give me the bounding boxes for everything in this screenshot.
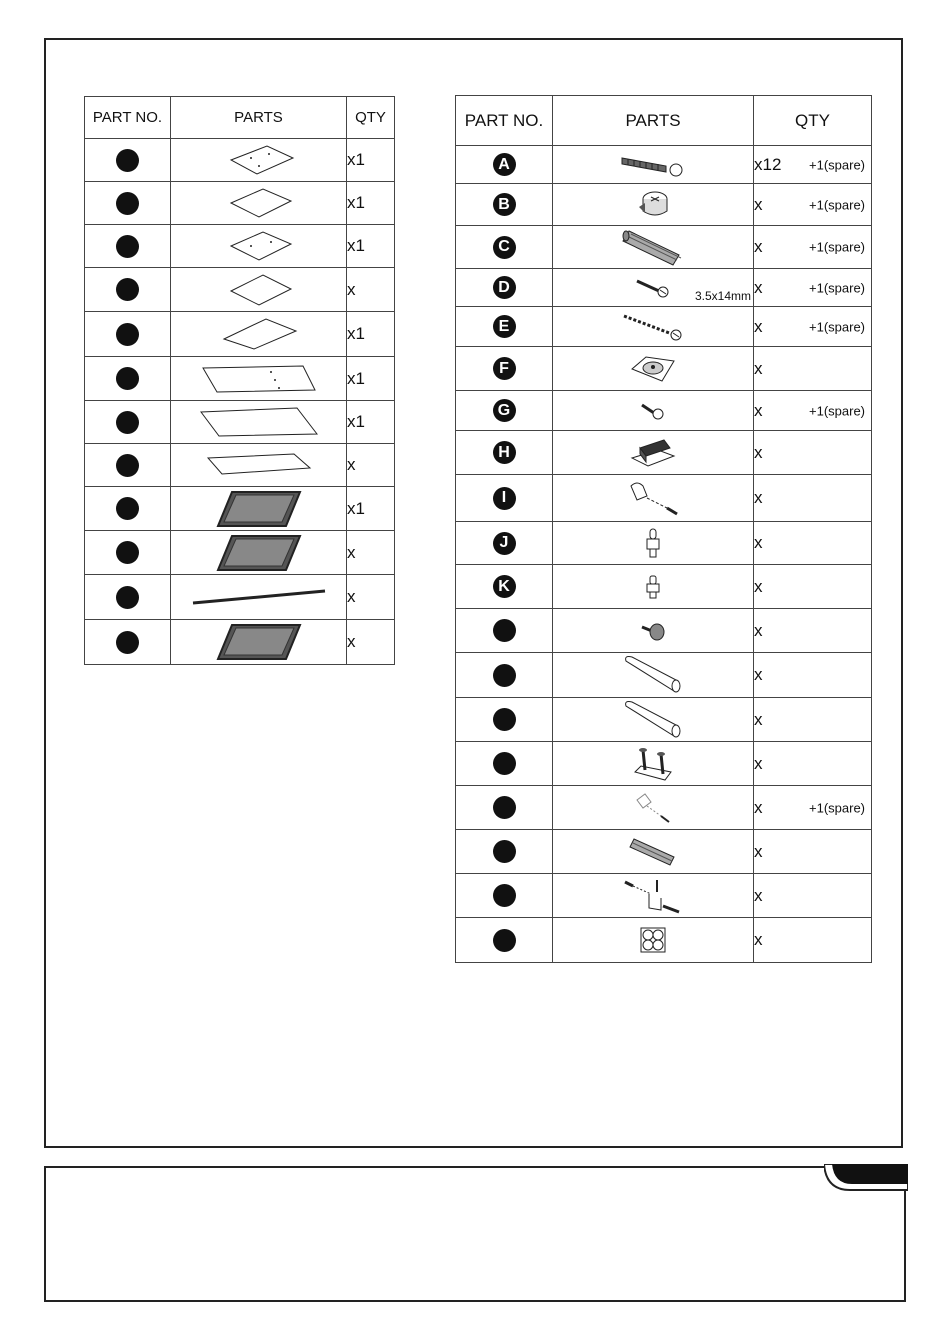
qty-cell: x1: [347, 312, 395, 357]
part-letter-badge: H: [493, 441, 516, 464]
tapered-leg-icon: [620, 655, 686, 695]
table-row: [456, 522, 872, 565]
screw-size-label: 3.5x14mm: [694, 289, 751, 303]
part-number-dot: [493, 664, 516, 687]
board-thin-icon: [204, 452, 314, 478]
table-row: [456, 653, 872, 698]
table-row: [85, 357, 395, 401]
qty-value: x: [754, 442, 763, 462]
panel-drilled-icon: [219, 230, 299, 262]
qty-cell: x1: [347, 401, 395, 444]
shelf-support-icon: [643, 574, 663, 600]
mesh-frame-icon: [214, 621, 304, 663]
shelf-pin-icon: [643, 527, 663, 559]
part-letter-badge: F: [493, 357, 516, 380]
footer-frame: [44, 1166, 906, 1302]
qty-value: x: [754, 797, 763, 817]
part-letter-badge: G: [493, 399, 516, 422]
panel-plain-icon: [219, 187, 299, 219]
part-number-dot: [493, 752, 516, 775]
qty-value: x: [754, 533, 763, 552]
qty-value: x12: [754, 154, 782, 174]
qty-value: x: [754, 885, 763, 905]
bumper-screw-icon: [638, 619, 668, 643]
part-letter-badge: C: [493, 236, 516, 259]
part-number-dot: [493, 619, 516, 642]
qty-value: x: [754, 194, 763, 214]
part-letter-badge: K: [493, 575, 516, 598]
part-number-dot: [493, 840, 516, 863]
qty-value: x: [754, 620, 763, 640]
wood-dowel-icon: [621, 227, 685, 267]
table-row: [456, 307, 872, 347]
panel-plain-icon: [219, 273, 299, 307]
panel-drilled-icon: [219, 144, 299, 176]
table-row: [85, 531, 395, 575]
part-number-dot: [493, 884, 516, 907]
part-number-dot: [116, 497, 139, 520]
table-row: [85, 268, 395, 312]
qty-cell: x: [347, 444, 395, 487]
qty-value: x: [754, 709, 763, 729]
table-row: [456, 565, 872, 609]
part-number-dot: [116, 411, 139, 434]
part-number-dot: [116, 541, 139, 564]
qty-cell: x1: [347, 225, 395, 268]
header-part-no: PART NO.: [456, 96, 553, 146]
part-number-dot: [493, 929, 516, 952]
table-row: [456, 918, 872, 963]
table-row: [85, 444, 395, 487]
spare-note: +1(spare): [809, 157, 865, 172]
table-row: [456, 146, 872, 184]
table-row: [85, 620, 395, 665]
wood-dowel-icon: [628, 835, 678, 869]
cam-bolt-icon: [618, 152, 688, 178]
qty-value: x: [754, 277, 763, 297]
table-row: [456, 786, 872, 830]
table-row: [456, 609, 872, 653]
leg-plate-icon: [631, 744, 675, 784]
table-row: [456, 431, 872, 475]
table-row: [85, 182, 395, 225]
qty-value: x: [754, 753, 763, 773]
part-number-dot: [116, 278, 139, 301]
qty-value: x: [754, 358, 763, 378]
header-parts: PARTS: [171, 97, 347, 139]
page-tab: [824, 1164, 908, 1192]
qty-value: x: [754, 316, 763, 336]
part-letter-badge: J: [493, 532, 516, 555]
part-letter-badge: B: [493, 193, 516, 216]
rod-icon: [189, 587, 329, 607]
qty-value: x: [754, 237, 763, 256]
panels-parts-table: [84, 96, 395, 665]
part-letter-badge: D: [493, 276, 516, 299]
table-row: [456, 347, 872, 391]
table-row: [85, 312, 395, 357]
part-number-dot: [116, 235, 139, 258]
header-parts: PARTS: [553, 96, 754, 146]
table-row: [456, 184, 872, 226]
table-row: [85, 401, 395, 444]
qty-cell: x1: [347, 139, 395, 182]
header-qty: QTY: [754, 96, 872, 146]
part-number-dot: [116, 192, 139, 215]
part-number-dot: [493, 708, 516, 731]
spare-note: +1(spare): [809, 800, 865, 815]
mesh-frame-icon: [214, 488, 304, 530]
table-row: [456, 391, 872, 431]
table-row: [456, 226, 872, 269]
table-row: [85, 487, 395, 531]
qty-cell: x: [347, 575, 395, 620]
qty-cell: x: [347, 531, 395, 575]
table-row: [456, 698, 872, 742]
part-number-dot: [116, 586, 139, 609]
part-number-dot: [116, 631, 139, 654]
qty-value: x: [754, 841, 763, 861]
qty-cell: x1: [347, 487, 395, 531]
table-row: [456, 874, 872, 918]
table-row: [456, 742, 872, 786]
table-row: [456, 475, 872, 522]
part-number-dot: [116, 149, 139, 172]
long-screw-icon: [620, 312, 686, 342]
part-letter-badge: I: [493, 487, 516, 510]
spare-note: +1(spare): [809, 319, 865, 334]
spare-note: +1(spare): [809, 280, 865, 295]
part-number-dot: [493, 796, 516, 819]
bracket-screw-icon: [631, 790, 675, 826]
tapered-leg-icon: [620, 700, 686, 740]
qty-value: x: [754, 400, 763, 420]
qty-value: x: [754, 930, 763, 949]
part-letter-badge: E: [493, 315, 516, 338]
swivel-plate-icon: [628, 353, 678, 385]
knob-with-screw-icon: [623, 478, 683, 518]
header-qty: QTY: [347, 97, 395, 139]
hardware-parts-table: [455, 95, 872, 963]
table-row: [456, 269, 872, 307]
qty-value: x: [754, 488, 763, 507]
anti-tip-kit-icon: [621, 876, 685, 916]
qty-value: x: [754, 576, 763, 596]
part-letter-badge: A: [493, 153, 516, 176]
board-wide-drilled-icon: [199, 362, 319, 396]
header-part-no: PART NO.: [85, 97, 171, 139]
qty-cell: x: [347, 620, 395, 665]
table-row: [85, 139, 395, 182]
panel-long-icon: [214, 317, 304, 351]
table-row: [85, 575, 395, 620]
table-row: [456, 830, 872, 874]
table-row: [85, 225, 395, 268]
mesh-frame-icon: [214, 532, 304, 574]
qty-cell: x: [347, 268, 395, 312]
felt-pads-icon: [639, 926, 667, 954]
spare-note: +1(spare): [809, 403, 865, 418]
cam-lock-icon: [633, 189, 673, 221]
qty-cell: x1: [347, 357, 395, 401]
spare-note: +1(spare): [809, 197, 865, 212]
magnetic-catch-icon: [628, 436, 678, 470]
spare-note: +1(spare): [809, 239, 865, 255]
part-number-dot: [116, 323, 139, 346]
qty-cell: x1: [347, 182, 395, 225]
short-screw-icon: [633, 277, 673, 299]
board-wide-icon: [197, 404, 321, 440]
part-number-dot: [116, 454, 139, 477]
small-screw-icon: [638, 401, 668, 421]
part-number-dot: [116, 367, 139, 390]
qty-value: x: [754, 665, 763, 684]
